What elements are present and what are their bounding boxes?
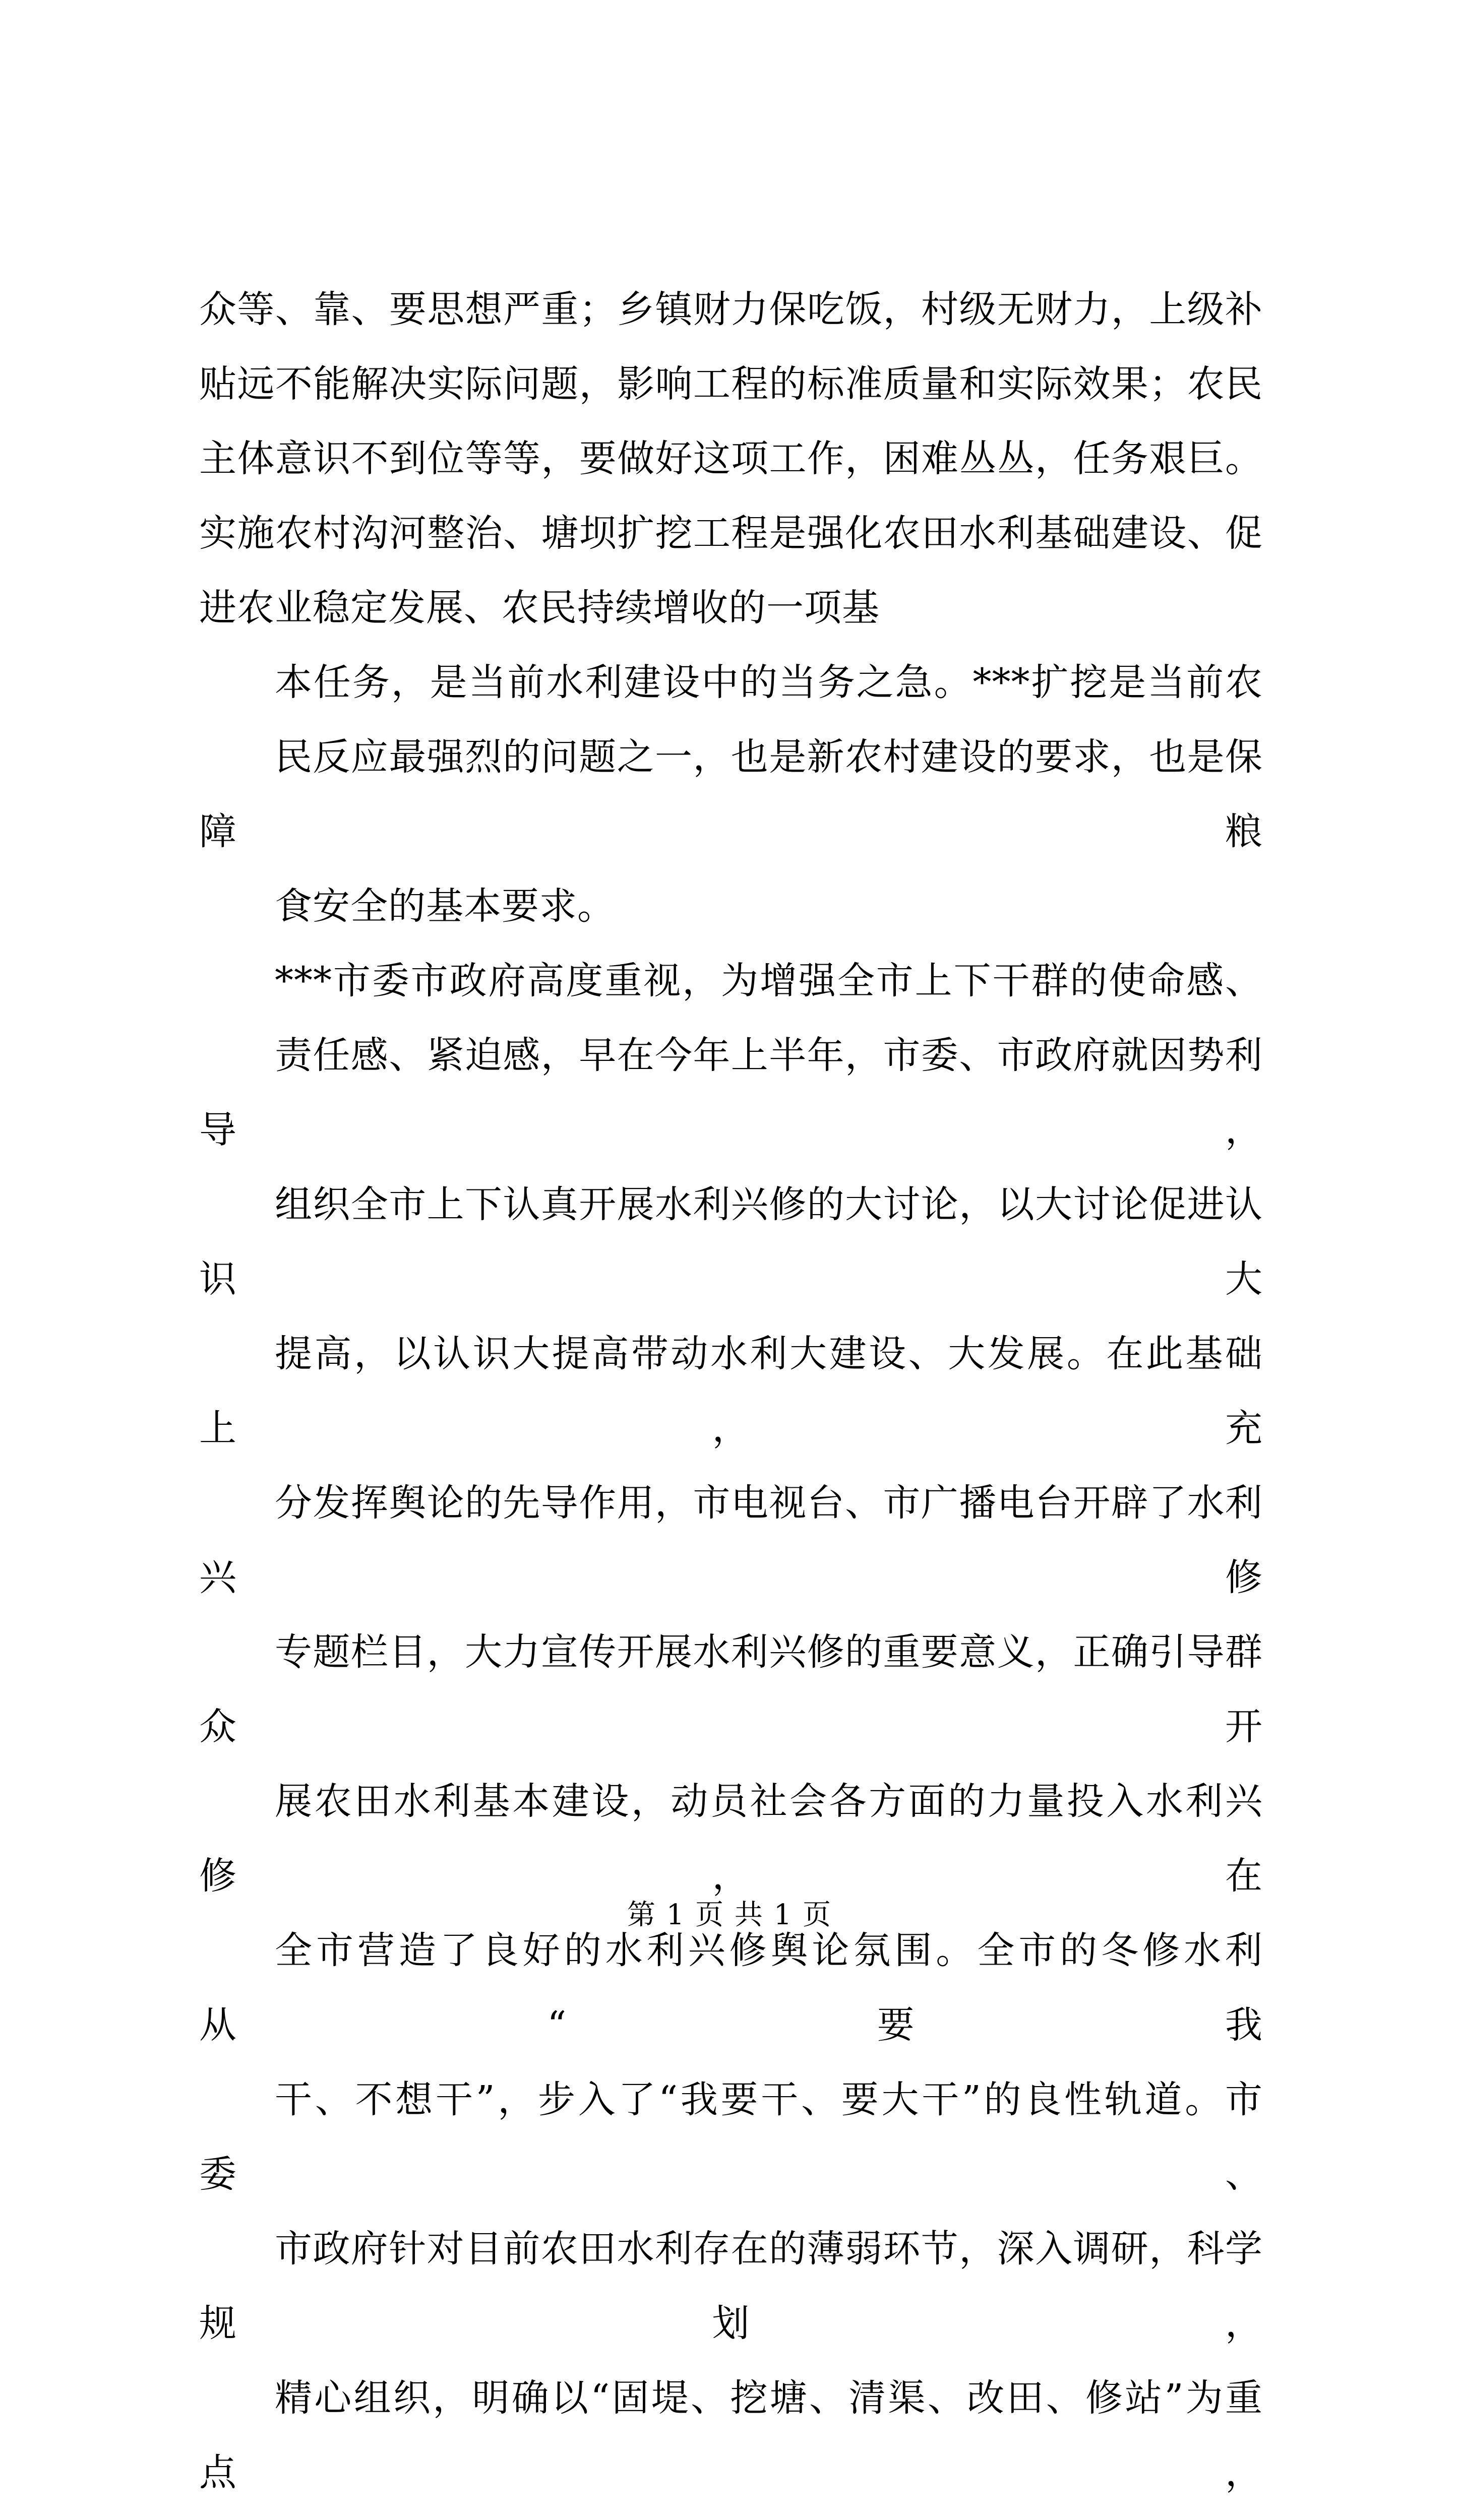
paragraph-3 [199,943,1263,2520]
text-line: 本任务，是当前水利建设中的当务之急。***扩挖是当前农 [275,661,1263,704]
paragraph-1 [199,272,1263,645]
page-footer [0,1895,1459,1935]
paragraph-2 [199,645,1263,943]
text-line: 民反应最强烈的问题之一，也是新农村建设的要求，也是保障粮 [199,735,1263,853]
text-line: 市政府针对目前农田水利存在的薄弱环节，深入调研，科学规划， [199,2227,1263,2345]
text-line: 展农田水利基本建设，动员社会各方面的力量投入水利兴修，在 [199,1780,1263,1898]
text-line: 食安全的基本要求。 [275,885,615,928]
text-line: 全市营造了良好的水利兴修舆论氛围。全市的冬修水利从“要我 [199,1929,1263,2047]
document-body [199,272,1263,2520]
text-line: ***市委市政府高度重视，为增强全市上下干群的使命感、 [275,959,1263,1002]
text-line: 主体意识不到位等等，要做好这项工作，困难丛丛，任务艰巨。 [199,437,1263,480]
text-line: 进农业稳定发展、农民持续增收的一项基 [199,586,880,629]
text-line: 贴远不能解决实际问题，影响工程的标准质量和实际效果；农民 [199,362,1263,406]
text-line [199,2510,1263,2520]
text-line: 分发挥舆论的先导作用，市电视台、市广播电台开辟了水利兴修 [199,1481,1263,1599]
text-line: 专题栏目，大力宣传开展水利兴修的重要意义，正确引导群众开 [199,1630,1263,1748]
text-line: 众等、靠、要思想严重；乡镇财力保吃饭，村级无财力，上级补 [199,288,1263,331]
text-line: 提高，以认识大提高带动水利大建设、大发展。在此基础上，充 [199,1332,1263,1450]
text-line: 组织全市上下认真开展水利兴修的大讨论，以大讨论促进认识大 [199,1183,1263,1301]
text-line: 干、不想干”，步入了“我要干、要大干”的良性轨道。市委、 [199,2078,1263,2196]
text-line: 精心组织，明确以“固堤、挖塘、清渠、改田、修站”为重点， [199,2376,1263,2494]
text-line: 责任感、紧迫感，早在今年上半年，市委、市政府就因势利导， [199,1034,1263,1152]
text-line: 实施农村沟河整治、塘坝扩挖工程是强化农田水利基础建设、促 [199,512,1263,555]
page-number-label: 第 1 页 共 1 页 [627,1899,832,1931]
